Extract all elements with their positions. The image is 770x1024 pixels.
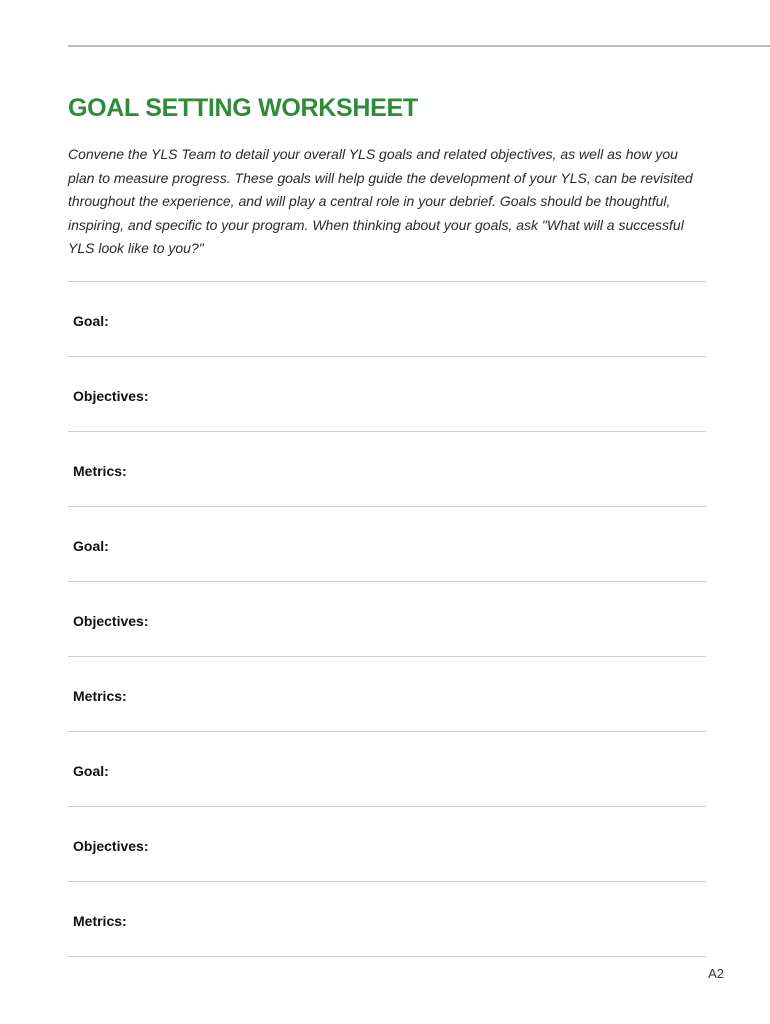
- objectives-field-3[interactable]: [68, 807, 706, 882]
- field-label: Metrics:: [73, 688, 127, 704]
- goal-field-2[interactable]: [68, 507, 706, 582]
- field-label: Objectives:: [73, 838, 149, 854]
- metrics-field-1[interactable]: [68, 432, 706, 507]
- metrics-field-3[interactable]: [68, 882, 706, 957]
- field-label: Metrics:: [73, 463, 127, 479]
- goal-worksheet-form: [68, 281, 706, 957]
- page-title: GOAL SETTING WORKSHEET: [68, 94, 418, 122]
- goal-field-1[interactable]: [68, 282, 706, 357]
- intro-paragraph: Convene the YLS Team to detail your overall YLS goals and related objectives, as well as how you plan to measure progress. These goals will help guide the development of your YLS, can be revisited throughout the experience, and will play a central role in your debrief. Goals should be thoughtful, inspiring, and specific to your program. When thinking about your goals, ask "What will a successful YLS look like to you?": [68, 146, 693, 256]
- goal-field-3[interactable]: [68, 732, 706, 807]
- objectives-field-2[interactable]: [68, 582, 706, 657]
- field-label: Goal:: [73, 538, 109, 554]
- top-divider: [68, 45, 770, 47]
- page-number: A2: [708, 966, 724, 981]
- field-label: Goal:: [73, 763, 109, 779]
- field-label: Metrics:: [73, 913, 127, 929]
- field-label: Objectives:: [73, 388, 149, 404]
- field-label: Goal:: [73, 313, 109, 329]
- objectives-field-1[interactable]: [68, 357, 706, 432]
- metrics-field-2[interactable]: [68, 657, 706, 732]
- field-label: Objectives:: [73, 613, 149, 629]
